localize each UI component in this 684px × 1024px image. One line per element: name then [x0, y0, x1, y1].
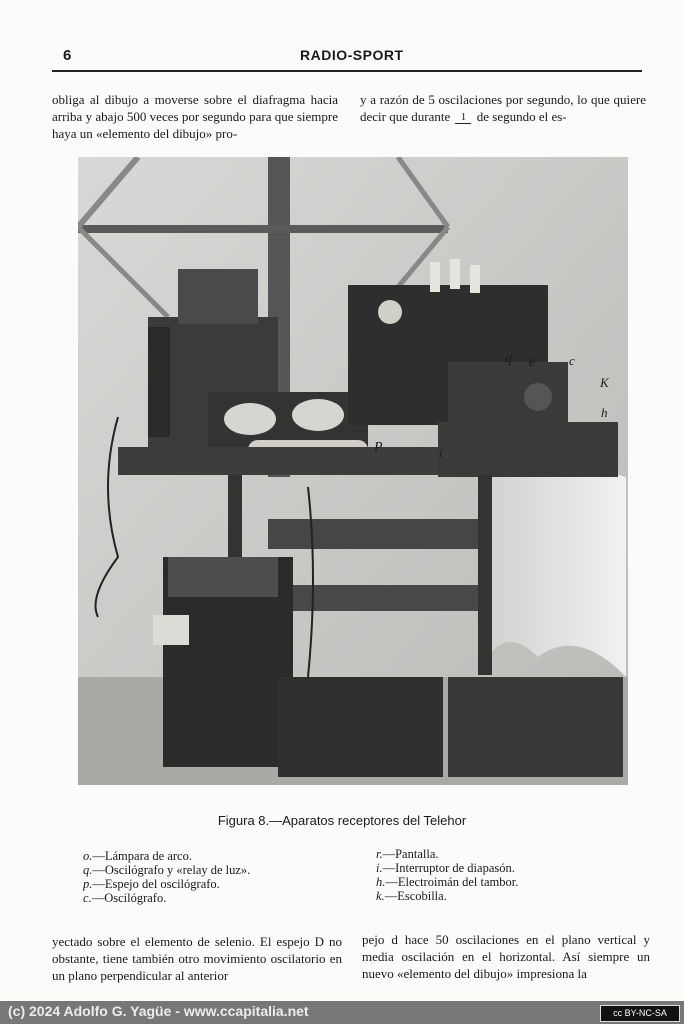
- legend-item: [376, 861, 518, 875]
- bottom-left-paragraph: yectado sobre el elemento de selenio. El espejo D no obstante, tiene también otro movimiento oscilatorio en un plano perpendicular al anterior: [52, 934, 342, 983]
- figure-photo: [78, 157, 628, 785]
- legend-letter: q.: [83, 863, 93, 877]
- figure-caption: Figura 8.—Aparatos receptores del Telehor: [217, 813, 467, 828]
- photo-label-c: c: [569, 353, 575, 368]
- legend-item: [376, 889, 518, 903]
- legend-text: —Espejo del oscilógrafo.: [92, 877, 220, 891]
- legend-letter: i.: [376, 861, 383, 875]
- fraction-numerator: 1: [460, 110, 467, 123]
- cc-license-badge[interactable]: cc BY-NC-SA: [600, 1005, 680, 1022]
- legend-letter: r.: [376, 847, 383, 861]
- legend-letter: o.: [83, 849, 93, 863]
- fraction-bar: [455, 123, 471, 124]
- copyright-text: (c) 2024 Adolfo G. Yagüe - www.ccapitalia.net: [8, 1003, 309, 1019]
- photo-label-h: h: [601, 405, 608, 420]
- top-left-paragraph: obliga al dibujo a moverse sobre el diafragma hacia arriba y abajo 500 veces por segundo para que siempre haya un «elemento del dibujo» pro-: [52, 92, 338, 141]
- legend-letter: k.: [376, 889, 385, 903]
- legend-text: —Oscilógrafo.: [91, 891, 167, 905]
- photo-label-q: q: [505, 351, 512, 366]
- legend-item: [83, 863, 250, 877]
- top-right-text-end: de segundo el es-: [476, 109, 567, 124]
- photo-label-e: e: [529, 355, 536, 370]
- header-rule: [52, 70, 642, 72]
- bottom-right-paragraph: pejo d hace 50 oscilaciones en el plano vertical y media oscilación en el horizontal. Así siempre un nuevo «elemento del dibujo» impresiona la: [362, 932, 650, 981]
- legend-item: [83, 849, 250, 863]
- telehor-apparatus-photo: [78, 157, 628, 785]
- page-number: 6: [63, 47, 72, 64]
- legend-right: [376, 847, 518, 903]
- legend-letter: h.: [376, 875, 386, 889]
- legend-text: —Interruptor de diapasón.: [382, 861, 515, 875]
- legend-item: [376, 875, 518, 889]
- photo-label-p: P: [374, 440, 383, 455]
- header-title: RADIO-SPORT: [300, 47, 404, 63]
- legend-text: —Escobilla.: [384, 889, 447, 903]
- fraction: [455, 112, 471, 125]
- legend-left: [83, 849, 250, 905]
- legend-text: —Oscilógrafo y «relay de luz».: [92, 863, 251, 877]
- legend-text: —Lámpara de arco.: [92, 849, 192, 863]
- top-right-text-start: y a razón de 5 oscilaciones por segundo, lo que quiere decir que durante: [360, 92, 646, 124]
- legend-item: [376, 847, 518, 861]
- legend-item: [83, 891, 250, 905]
- top-right-paragraph: [360, 91, 646, 125]
- legend-letter: p.: [83, 877, 93, 891]
- photo-label-i: i: [439, 445, 443, 460]
- photo-label-k: K: [600, 375, 609, 390]
- legend-text: —Electroimán del tambor.: [385, 875, 519, 889]
- legend-item: [83, 877, 250, 891]
- legend-text: —Pantalla.: [382, 847, 439, 861]
- legend-letter: c.: [83, 891, 92, 905]
